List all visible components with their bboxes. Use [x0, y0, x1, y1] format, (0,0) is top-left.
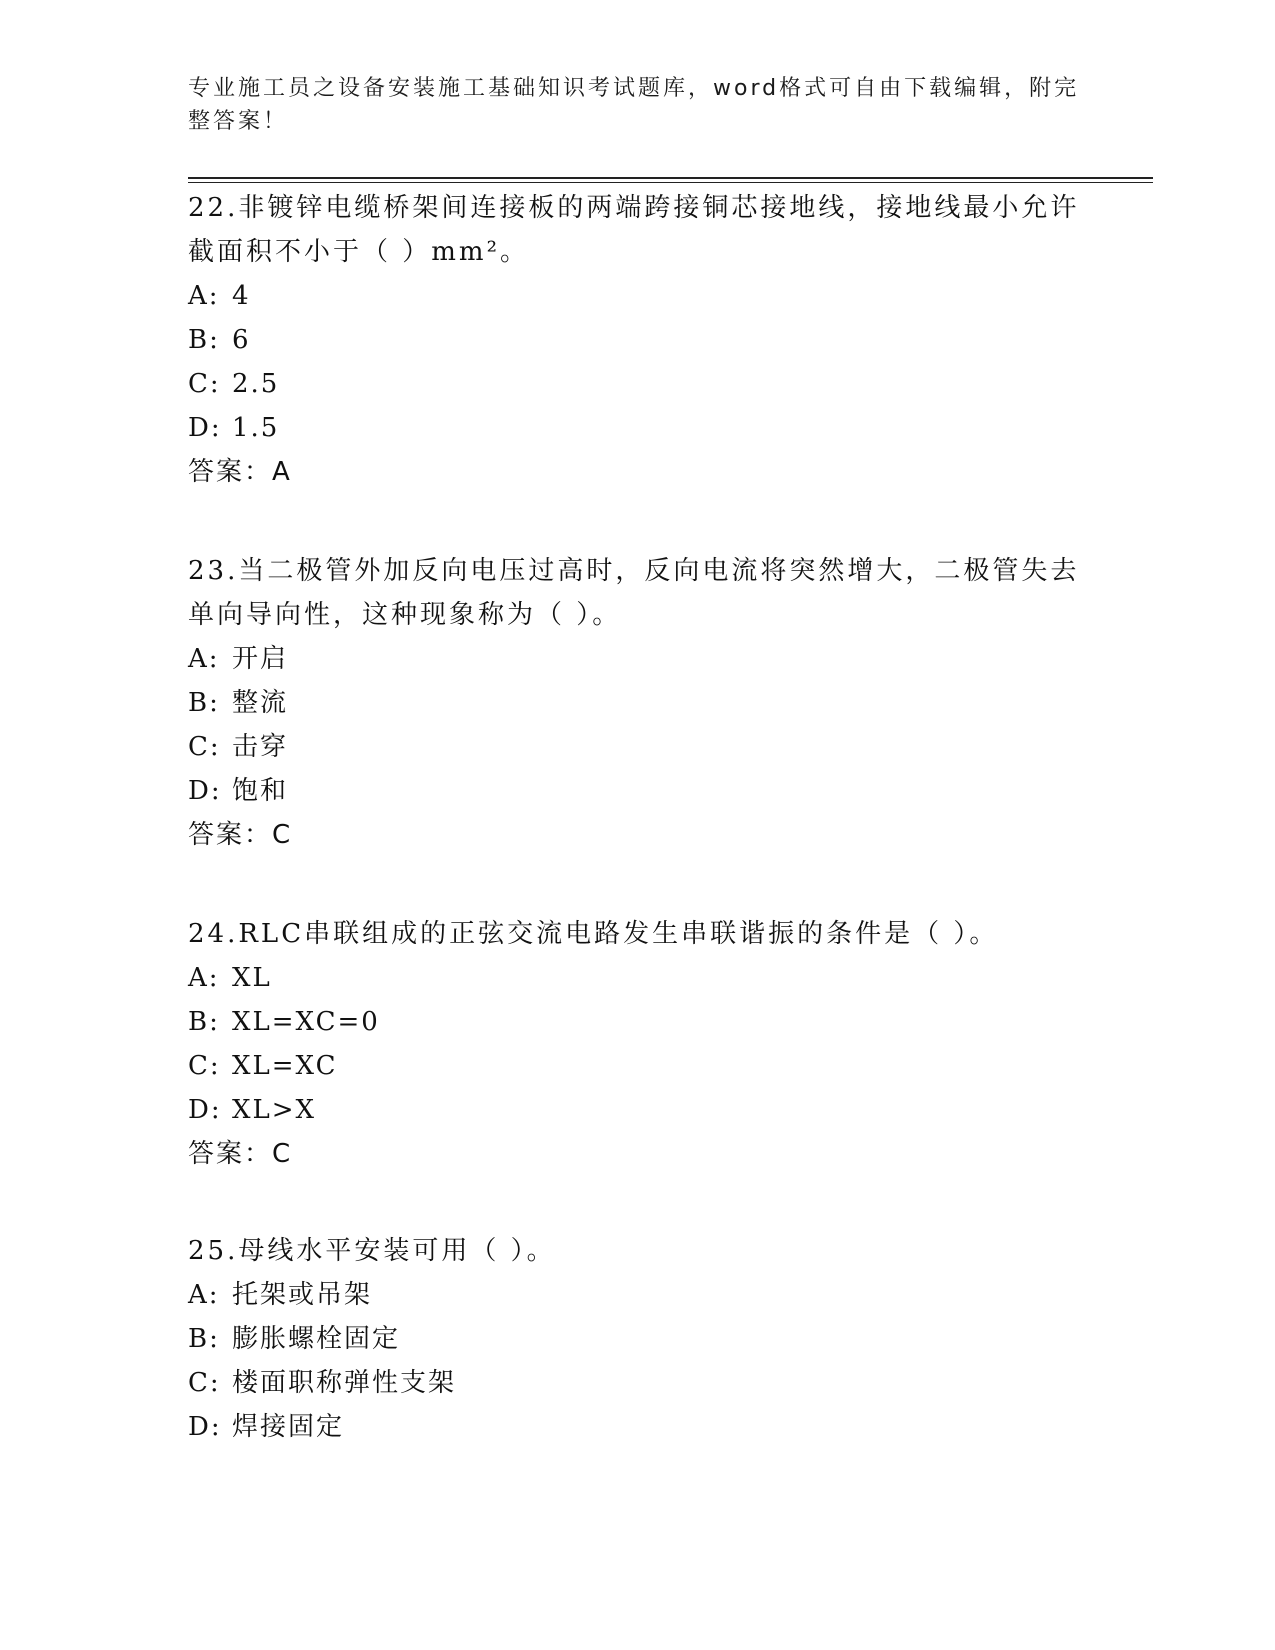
option-b — [188, 681, 1088, 725]
option-letter: C: — [188, 732, 221, 762]
question-24 — [188, 912, 1088, 1176]
option-letter: C: — [188, 1051, 221, 1081]
document-header — [188, 72, 1088, 138]
option-letter: B: — [188, 1324, 220, 1354]
option-letter: D: — [188, 1412, 222, 1442]
option-text: XL=XC — [232, 1051, 338, 1081]
option-text: 膨胀螺栓固定 — [232, 1324, 401, 1354]
answer-line: 答案：C — [188, 1139, 293, 1169]
option-text: 焊接固定 — [232, 1412, 345, 1442]
option-text: 击穿 — [232, 732, 289, 762]
option-text: 4 — [232, 281, 251, 311]
option-a — [188, 956, 1088, 1000]
option-b — [188, 318, 1088, 362]
option-d — [188, 1405, 1088, 1449]
option-d — [188, 406, 1088, 450]
answer-line: 答案：C — [188, 820, 293, 850]
header-divider-thick — [188, 177, 1153, 179]
question-22 — [188, 186, 1088, 494]
option-a — [188, 274, 1088, 318]
option-text: 托架或吊架 — [232, 1280, 373, 1310]
option-text: 饱和 — [232, 776, 289, 806]
option-letter: B: — [188, 325, 220, 355]
option-b — [188, 1317, 1088, 1361]
option-letter: A: — [188, 644, 220, 674]
option-c — [188, 362, 1088, 406]
option-text: XL>X — [232, 1095, 317, 1125]
option-text: 1.5 — [232, 413, 280, 443]
option-a — [188, 1273, 1088, 1317]
question-25 — [188, 1229, 1088, 1449]
question-stem-line-2: 单向导向性，这种现象称为（ ）。 — [188, 600, 622, 630]
option-letter: B: — [188, 1007, 220, 1037]
header-divider-thin — [188, 182, 1153, 183]
option-a — [188, 637, 1088, 681]
option-text: 开启 — [232, 644, 289, 674]
option-letter: C: — [188, 1368, 221, 1398]
option-d — [188, 769, 1088, 813]
option-text: 楼面职称弹性支架 — [232, 1368, 457, 1398]
option-d — [188, 1088, 1088, 1132]
option-c — [188, 725, 1088, 769]
question-stem-line-1: 24.RLC串联组成的正弦交流电路发生串联谐振的条件是（ ）。 — [188, 919, 999, 949]
option-text: XL — [232, 963, 272, 993]
header-line-2: 整答案！ — [188, 109, 289, 134]
option-letter: A: — [188, 1280, 220, 1310]
option-text: 6 — [232, 325, 251, 355]
option-c — [188, 1044, 1088, 1088]
option-letter: D: — [188, 413, 222, 443]
option-letter: D: — [188, 1095, 222, 1125]
option-b — [188, 1000, 1088, 1044]
header-line-1: 专业施工员之设备安装施工基础知识考试题库，word格式可自由下载编辑，附完 — [188, 76, 1080, 101]
question-23 — [188, 549, 1088, 857]
option-text: 2.5 — [232, 369, 280, 399]
option-letter: A: — [188, 281, 220, 311]
option-letter: A: — [188, 963, 220, 993]
question-stem-line-1: 22.非镀锌电缆桥架间连接板的两端跨接铜芯接地线，接地线最小允许 — [188, 193, 1080, 223]
answer-line: 答案：A — [188, 457, 292, 487]
option-c — [188, 1361, 1088, 1405]
option-letter: D: — [188, 776, 222, 806]
option-letter: B: — [188, 688, 220, 718]
option-text: XL=XC=0 — [232, 1007, 380, 1037]
question-stem-line-1: 25.母线水平安装可用（ ）。 — [188, 1236, 556, 1266]
question-stem-line-2: 截面积不小于（ ）mm²。 — [188, 237, 529, 267]
question-stem-line-1: 23.当二极管外加反向电压过高时，反向电流将突然增大，二极管失去 — [188, 556, 1080, 586]
option-text: 整流 — [232, 688, 289, 718]
option-letter: C: — [188, 369, 221, 399]
